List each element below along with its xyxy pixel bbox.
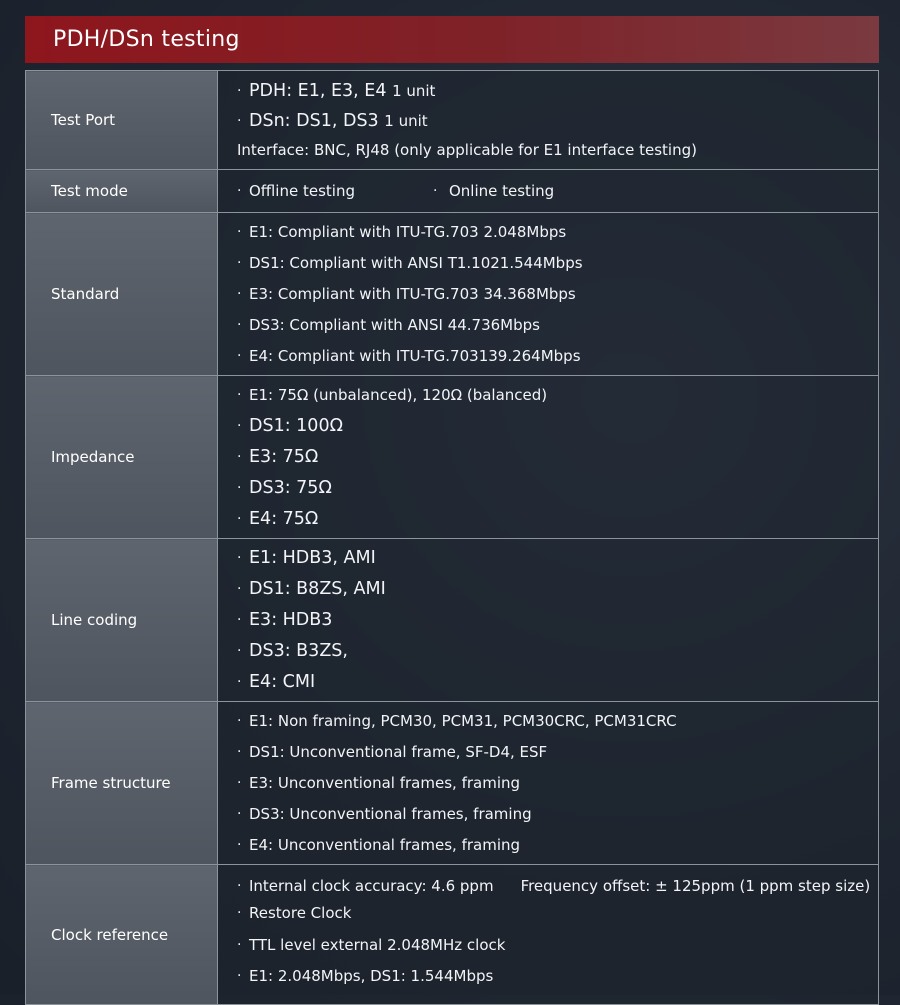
- bullet-icon: ·: [237, 255, 242, 271]
- row-label: Impedance: [26, 376, 218, 539]
- item-text: E4: CMI: [249, 672, 316, 692]
- list-item: [237, 543, 878, 574]
- list-item: [237, 76, 878, 106]
- row-label: Line coding: [26, 539, 218, 702]
- list-item: [237, 310, 878, 341]
- bullet-icon: ·: [237, 581, 242, 597]
- table-row-impedance: [26, 376, 879, 539]
- item-text: DS1: Unconventional frame, SF-D4, ESF: [249, 743, 548, 761]
- table-row-clock-reference: [26, 865, 879, 1005]
- spec-table: [25, 70, 879, 1005]
- list-item: [237, 636, 878, 667]
- bullet-icon: ·: [237, 744, 242, 760]
- item-text: DS3: 75Ω: [249, 478, 332, 498]
- bullet-icon: ·: [237, 775, 242, 791]
- list-item: [237, 217, 878, 248]
- bullet-icon: ·: [237, 612, 242, 628]
- item-text: Internal clock accuracy: 4.6 ppm: [249, 877, 494, 895]
- item-text: DSn: DS1, DS3: [249, 110, 379, 131]
- item-text: DS1: B8ZS, AMI: [249, 579, 386, 599]
- frequency-offset-text: Frequency offset: ± 125ppm (1 ppm step size): [520, 877, 871, 895]
- row-value: [218, 702, 879, 865]
- list-item: [237, 768, 878, 799]
- bullet-icon: ·: [237, 82, 242, 99]
- list-item: [237, 106, 878, 136]
- bullet-icon: ·: [237, 968, 242, 984]
- item-text: DS1: Compliant with ANSI T1.1021.544Mbps: [249, 254, 583, 272]
- item-suffix: 1 unit: [392, 81, 436, 100]
- bullet-icon: ·: [237, 674, 242, 690]
- bullet-icon: ·: [237, 511, 242, 527]
- item-text: E1: 2.048Mbps, DS1: 1.544Mbps: [249, 967, 494, 985]
- list-item: [237, 667, 878, 698]
- section-header: [25, 16, 879, 63]
- list-item: [237, 380, 878, 411]
- list-item: [237, 871, 878, 901]
- bullet-icon: ·: [237, 550, 242, 566]
- list-item: [237, 182, 878, 200]
- list-item: [237, 248, 878, 279]
- item-text: PDH: E1, E3, E4: [249, 80, 387, 101]
- row-value: [218, 376, 879, 539]
- bullet-icon: ·: [237, 348, 242, 364]
- item-suffix: 1 unit: [384, 111, 428, 130]
- item-text: E4: Unconventional frames, framing: [249, 836, 521, 854]
- bullet-icon: ·: [432, 183, 438, 199]
- table-row-line-coding: [26, 539, 879, 702]
- bullet-icon: ·: [237, 905, 242, 921]
- list-item: [237, 799, 878, 830]
- row-label: Test mode: [26, 170, 218, 213]
- list-item: [237, 706, 878, 737]
- table-row-test-port: [26, 71, 879, 170]
- bullet-icon: ·: [237, 449, 242, 465]
- item-text: DS1: 100Ω: [249, 416, 343, 436]
- bullet-icon: ·: [237, 183, 242, 199]
- bullet-icon: ·: [237, 837, 242, 853]
- row-value: [218, 213, 879, 376]
- row-label: Clock reference: [26, 865, 218, 1005]
- bullet-icon: ·: [237, 480, 242, 496]
- row-label: Test Port: [26, 71, 218, 170]
- bullet-icon: ·: [237, 286, 242, 302]
- row-value: [218, 170, 879, 213]
- row-value: [218, 71, 879, 170]
- bullet-icon: ·: [237, 643, 242, 659]
- bullet-icon: ·: [237, 878, 242, 894]
- item-text: DS3: B3ZS,: [249, 641, 348, 661]
- list-item: [237, 473, 878, 504]
- row-label: Standard: [26, 213, 218, 376]
- section-title: PDH/DSn testing: [53, 27, 240, 52]
- item-text: E1: HDB3, AMI: [249, 548, 376, 568]
- list-item: [237, 504, 878, 535]
- item-text: TTL level external 2.048MHz clock: [249, 936, 506, 954]
- row-label: Frame structure: [26, 702, 218, 865]
- item-text: E3: Compliant with ITU-TG.703 34.368Mbps: [249, 285, 576, 303]
- list-item: [237, 605, 878, 636]
- bullet-icon: ·: [237, 713, 242, 729]
- list-item: [237, 925, 878, 965]
- item-text: DS3: Compliant with ANSI 44.736Mbps: [249, 316, 540, 334]
- list-item: [237, 901, 878, 925]
- bullet-icon: ·: [237, 317, 242, 333]
- list-item: [237, 341, 878, 372]
- table-row-frame-structure: [26, 702, 879, 865]
- item-text: E1: Non framing, PCM30, PCM31, PCM30CRC, PCM31CRC: [249, 712, 677, 730]
- bullet-icon: ·: [237, 224, 242, 240]
- row-value: [218, 539, 879, 702]
- item-text: E1: 75Ω (unbalanced), 120Ω (balanced): [249, 386, 548, 404]
- list-item: [237, 442, 878, 473]
- bullet-icon: ·: [237, 112, 242, 129]
- row-value: [218, 865, 879, 1005]
- table-row-test-mode: [26, 170, 879, 213]
- bullet-icon: ·: [237, 387, 242, 403]
- item-text: DS3: Unconventional frames, framing: [249, 805, 532, 823]
- item-text: E4: 75Ω: [249, 509, 319, 529]
- interface-note: Interface: BNC, RJ48 (only applicable for E1 interface testing): [237, 141, 697, 159]
- item-text: Online testing: [448, 182, 555, 200]
- list-item: [237, 965, 878, 987]
- list-item: [237, 574, 878, 605]
- list-item: [237, 737, 878, 768]
- item-text: E3: 75Ω: [249, 447, 319, 467]
- list-item: [237, 411, 878, 442]
- item-text: E3: HDB3: [249, 610, 333, 630]
- bullet-icon: ·: [237, 418, 242, 434]
- list-item: [237, 279, 878, 310]
- item-text: Offline testing: [249, 182, 355, 200]
- item-text: E3: Unconventional frames, framing: [249, 774, 521, 792]
- bullet-icon: ·: [237, 806, 242, 822]
- item-text: E1: Compliant with ITU-TG.703 2.048Mbps: [249, 223, 567, 241]
- item-text: Restore Clock: [249, 904, 352, 922]
- table-row-standard: [26, 213, 879, 376]
- bullet-icon: ·: [237, 937, 242, 953]
- list-item: [237, 830, 878, 861]
- item-text: E4: Compliant with ITU-TG.703139.264Mbps: [249, 347, 581, 365]
